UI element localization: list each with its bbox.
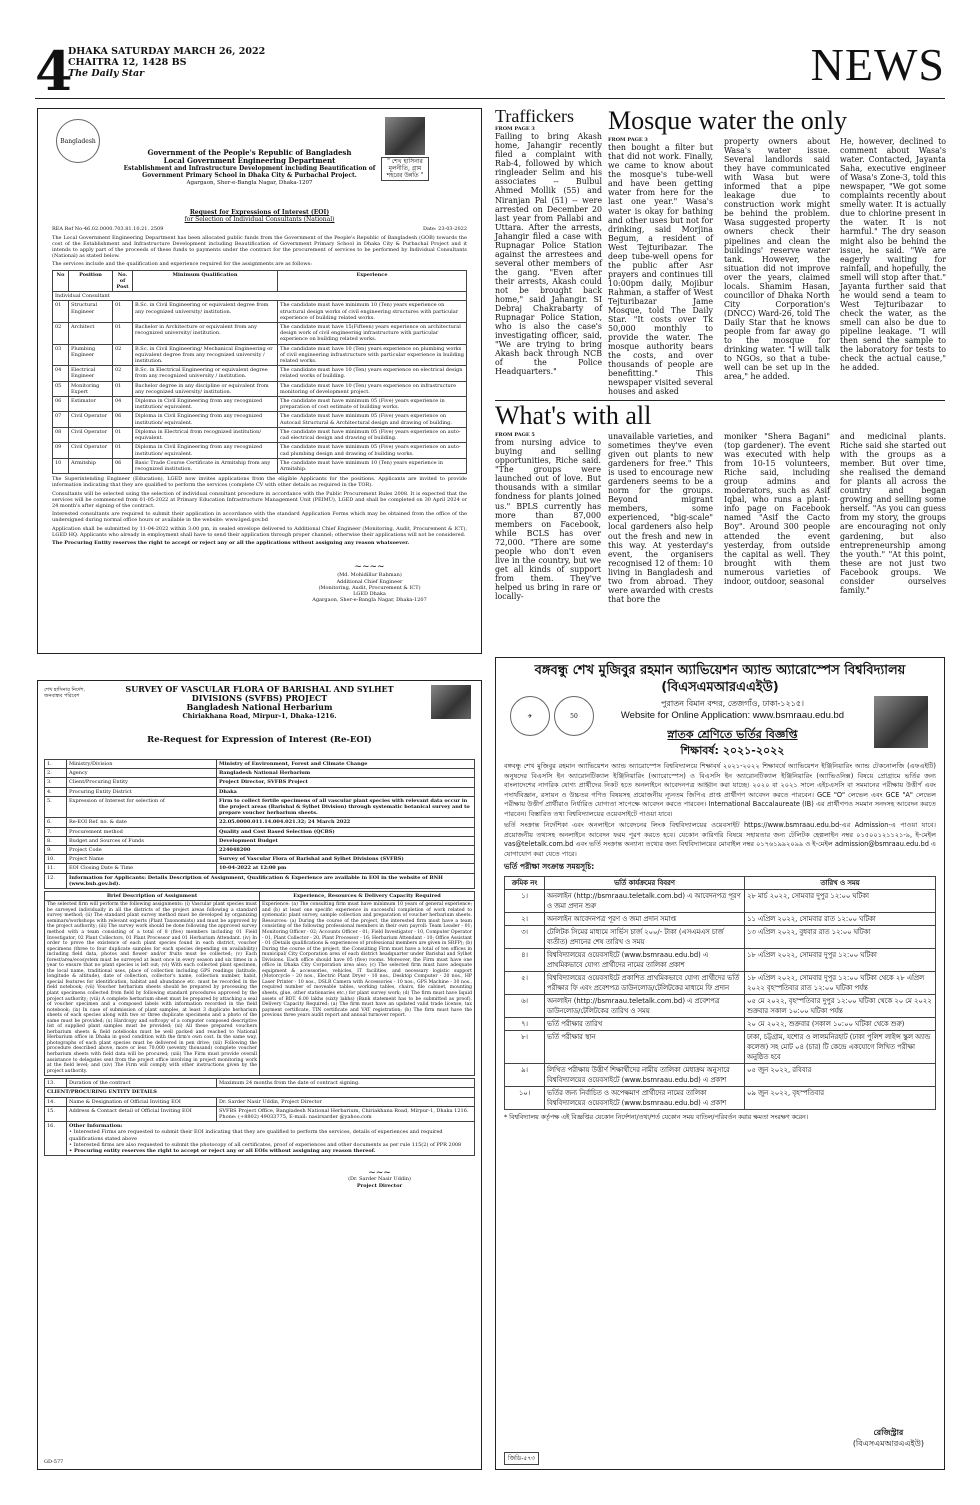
schedule-cell: বিশ্ববিদ্যালয়ের ওয়েবসাইটে (www.bsmraau.edu.bd) এ প্রাথমিকভাবে যোগ্য প্রার্থীদের নামের তালিকা প্রকাশ (545, 949, 745, 972)
position-cell: Estimator (69, 397, 113, 412)
lged-advertisement (37, 108, 482, 654)
reference-date: Date: 23-03-2022 (422, 226, 467, 233)
position-cell: Structural Engineer (69, 301, 113, 323)
info-cell: 1. (45, 760, 67, 769)
position-row (53, 323, 467, 345)
svfbs-info-table (44, 759, 475, 889)
info-cell: 5. (45, 796, 67, 818)
position-cell: 01 (53, 301, 69, 323)
schedule-cell: বিশ্ববিদ্যালয়ের ওয়েবসাইটে প্রকাশিত প্রাথমিকভাবে যোগ্য প্রার্থীদের ভর্তি পরীক্ষার ফি এবং প্রবেশপত্র ডাউনলোড/টেলিটকের মাধ্যমে ফি প্রদান (545, 972, 745, 995)
position-cell: 07 (53, 412, 69, 427)
position-row (53, 344, 467, 366)
position-row (53, 427, 467, 442)
mosque-body-1: then bought a filter but that did not work. Finally, we came to know about the mosque's tube-well and have been getting water from here for the last one year." Wasa's water is okay for bathing and other uses but not for drinking, said Morjina Begum, a resident of West Tejturibazar. The deep tube-well opens for the public after Asr prayers and continues till 10:00pm daily, Mojibur Rahman, a staffer of West Tejturibazar Jame Mosque, told The Daily Star. "It costs over Tk 50,000 monthly to provide the water. The mosque authority bears the costs, and over thousands of people are benefitting." This newspaper visited several houses and asked (608, 143, 713, 397)
info-row (45, 796, 475, 818)
bsmraau-website: Website for Online Application: www.bsmraau.edu.bd (620, 710, 845, 721)
schedule-cell: ২৮ মার্চ ২০২২, সোমবার দুপুর ১২:০০ ঘটিকা (745, 890, 936, 913)
info-cell: Project Code (67, 846, 217, 855)
schedule-row (505, 972, 936, 995)
position-cell: The candidate must have 15(Fifteen) years experience on architectural design work of civil engineering infrastructure with particular experience on building related works. (278, 323, 467, 345)
schedule-row (505, 949, 936, 972)
position-cell: 01 (113, 301, 133, 323)
info-cell: Quality and Cost Based Selection (QCBS) (217, 827, 475, 836)
schedule-cell: ভর্তি পরীক্ষার স্থান (545, 1031, 745, 1064)
mosque-body-3: He, however, declined to comment about Wasa's water. Contacted, Jayanta Saha, executive engineer of Wasa's Zone-3, told this newspaper, "We got some complaints recently about smelly water. It is actually due to chlorine present in the water. It is not harmful." The dry season might also be behind the issue, he said. "We are eagerly waiting for rainfall, and hopefully, the smell will stop after that." Jayanta further said that he would send a team to West Tejturibazar to check the water, as the smell can also be due to pipeline leakage. "I will then send the sample to the laboratory for tests to check the actual cause," he added. (840, 137, 946, 373)
admission-schedule-table: ক্রমিক নং ভর্তি কার্যক্রমের বিবরণ তারিখ ও সময় ১। অনলাইন (http://bsmraau.teletalk.com.bd) এ আবেদনপত্র পূরণ ও জমা প্রদান শুরু ২৮ মার্চ ২০২২, সোমবার দুপুর ১২:০০ ঘটিকা ২। অনলাইন আবেদনপত্র পূরণ ও জমা প্রদান সমাপ্ত ১১ এপ্রিল ২০২২, সোমবার রাত ১২:০০ ঘটিকা ৩। টেলিটক সিমের মাধ্যমে সার্ভিস চার্জ ২০০/- টাকা (এসএমএস চার্জ ব্যতীত) প্রদানের শেষ তারিখ ও সময় ১৩ এপ্রিল ২০২২, বুধবার রাত ১২:০০ ঘটিকা ৪। বিশ্ববিদ্যালয়ের ওয়েবসাইটে (www.bsmraau.edu.bd) এ প্রাথমিকভাবে যোগ্য প্রার্থীদের নামের তালিকা প্রকাশ ১৮ এপ্রিল ২০২২, সোমবার দুপুর ১২:০০ ঘটিকা ৫। বিশ্ববিদ্যালয়ের ওয়েবসাইটে প্রকাশিত প্রাথমিকভাবে যোগ্য প্রার্থীদের ভর্তি পরীক্ষার ফি এবং প্রবেশপত্র ডাউনলোড/টেলিটকের মাধ্যমে ফি প্রদান ১৮ এপ্রিল ২০২২, সোমবার দুপুর ১২:০০ ঘটিকা থেকে ২৮ এপ্রিল ২০২২ বৃহস্পতিবার রাত ১২:০০ ঘটিকা পর্যন্ত ৬। অনলাইন (http://bsmraau.teletalk.com.bd) এ প্রবেশপত্র ডাউনলোড/টেলিটকের তারিখ ও সময় ০৫ মে ২০২২, বৃহস্পতিবার দুপুর ১২:০০ ঘটিকা থেকে ২০ মে ২০২২ শুক্রবার সকাল ১০:০০ ঘটিকা পর্যন্ত ৭। ভর্তি পরীক্ষার তারিখ ২০ মে ২০২২, শুক্রবার (সকাল ১০:০০ ঘটিকা থেকে শুরু) ৮। ভর্তি পরীক্ষার স্থান ঢাকা, চট্টগ্রাম, যশোর ও লালমনিরহাট (ঢাকা পুলিশ লাইন্স স্কুল অ্যান্ড কলেজ) সহ মোট ০৪ (চার) টি কেন্দ্রে একযোগে লিখিত পরীক্ষা অনুষ্ঠিত হবে ৯। লিখিত পরীক্ষায় উত্তীর্ণ শিক্ষার্থীদের নামীয় তালিকা মেধাক্রম অনুসারে বিশ্ববিদ্যালয়ের ওয়েবসাইটে (www.bsmraau.edu.bd) এ প্রকাশ ০৫ জুন ২০২২, রবিবার ১০। ভর্তির জন্য নির্বাচিত ও অপেক্ষমাণ প্রার্থীদের নামের তালিকা বিশ্ববিদ্যালয়ের ওয়েবসাইটে (www.bsmraau.edu.bd) এ প্রকাশ ০৯ জুন ২০২২, বৃহস্পতিবার (504, 876, 936, 1110)
info-row (45, 855, 475, 864)
position-cell: 02 (113, 366, 133, 381)
position-cell: Civil Operator (69, 443, 113, 458)
positions-table: No Position No. of Post Minimum Qualification Experience Individual Consultant 01 Structural Engineer 01 B.Sc. in Civil Engineering or equivalent degree from any recognized university/ institution. The candidate must have minimum 10 (Ten) years experience on structural design works of civil engineering structures with particular experience of building related works. 02 Architect 01 Bachelor in Architecture or equivalent from any recognized university/ institution. The candidate must have 15(Fifteen) years experience on architectural design work of civil engineering infrastructure with particular experience on building related works. 03 Plumbing Engineer 02 B.Sc. in Civil Engineering/ Mechanical Engineering or equivalent degree from any recognized university / institution. The candidate must have 10 (Ten) years experience on plumbing works of civil engineering infrastructure with particular experience in building related works. 04 Electrical Engineer 02 B.Sc. in Electrical Engineering or equivalent degree from any recognized university / institution. The candidate must have 10 (Ten) years experience on electrical design related works of building. 05 Monitoring Expert 01 Bachelor degree in any discipline or equivalent from any recognized university/ institution. The candidate must have 10 (Ten) years experience on infrastructure monitoring of development project. 06 Estimator 04 Diploma in Civil Engineering from any recognized institution/ equivalent. The candidate must have minimum 05 (Five) years experience in preparation of cost estimate of building works. 07 Civil Operator 06 Diploma in Civil Engineering from any recognized institution/ equivalent. The candidate must have minimum 05 (Five) years experience on Autocad Structural & Architectural design and drawing of building. 08 Civil Operator 01 Diploma in Electrical from recognized institution/ equivalent. The candidate must have minimum 05 (Five) years experience on auto-cad electrical design and drawing of building. 09 Civil Operator 01 Diploma in Civil Engineering from any recognized institution/ equivalent. The candidate must have minimum 05 (Five) years experience on auto-cad plumbing design and drawing of building works. 10 Armitship 06 Basic Trade Course Certificate in Armitship from any recognized institution. The candidate must have minimum 10 (Ten) years experience in Armitship. (52, 270, 467, 474)
intro-paragraph: The Local Government Engineering Department has been allocated public funds from the Government of the People's Republic of Bangladesh (GOB) towards the cost of the Establishment and Infrastructure Development including Beautification of Government Primary School in Dhaka City & Purbachal Project and it intends to apply part of the proceeds of these funds to payments under the contract for the procurement of services to be performed by Individual Consultants (National) as stated below. (52, 234, 467, 260)
traffickers-article (495, 107, 602, 376)
position-cell: 09 (53, 443, 69, 458)
info-cell: 7. (45, 827, 67, 836)
position-cell: 06 (113, 458, 133, 473)
position-cell: The candidate must have minimum 05 (Five) years experience on Autocad Structural & Architectural design and drawing of building. (278, 412, 467, 427)
info-row (45, 769, 475, 778)
info-cell: Ministry of Environment, Forest and Climate Change (217, 760, 475, 769)
schedule-cell: ৩। (505, 926, 545, 949)
info-cell: 4. (45, 787, 67, 796)
position-cell: The candidate must have minimum 05 (Five) years experience in preparation of cost estimate of building works. (278, 397, 467, 412)
note-4: Application shall be submitted by 11-04-2022 within 3:00 pm, in sealed envelope delivered to Additional Chief Engineer (Monitoring, Audit, Procurement & ICT), LGED HQ. Applicants who already in employment shall have to send their application through proper channel; otherwise their applications will not be considered. (52, 525, 467, 538)
position-row (53, 443, 467, 458)
position-cell: 01 (113, 427, 133, 442)
position-cell: Diploma in Civil Engineering from any recognized institution/ equivalent. (133, 397, 278, 412)
info-cell: 22.05.0000.011.14.004.021.32; 24 March 2022 (217, 818, 475, 827)
whats-from: FROM PAGE 5 (495, 432, 535, 438)
schedule-cell: ৫। (505, 972, 545, 995)
info-cell: 11. (45, 864, 67, 873)
position-cell: 04 (53, 366, 69, 381)
schedule-cell: ১৩ এপ্রিল ২০২২, বুধবার রাত ১২:০০ ঘটিকা (745, 926, 936, 949)
experience-requirements: Experience: (a) The consulting firm must have minimum 10 years of general experience; and (b) at least one specific experience in successful completion of work related to systematic plant survey, sample collection and preparation of voucher herbarium sheets. Resources: (a) During the course of the project, the interested firm must have a team consisting of the following professional members in their own payroll: Team Leader - 01; Monitoring Officer - 02; Accounts Officer - 01; Field Investigator - 10, Computer Operator - 01, Plant Collector - 20, Plant Processor - 16; Herbarium Attendant - 10; Office Assistant - 01 (Details qualifications & experiences of professional members are given in SRFP); (b) During the course of the project, the Consulting Firm must have a total of ten offices in municipal/ City Corporation area of each district headquarter under Barishal and Sylhet Divisions. Each office should have 05 (five) rooms. Moreover, the Firm must have one office in Dhaka City Corporation area also; (c) The selected firm must have adequate equipment & accessories, vehicles, IT facilities, and necessary logistic support (Motorcycle - 20 nos., Electric Plant Dryer - 10 nos., Desktop Computer - 20 nos., HP Laser Printer - 10 nos., DSLR Camera with Accessories - 10 nos., GPS Machine - 30 nos., required number of moveable tables, working tables, chairs, file cabinet, mounting sheets, glue, other stationaries etc.) for plant survey work; (d) The firm must have liquid assets of BDT. 6.00 lakhs (sixty lakhs) (Bank statement has to be submitted as proof). Delivery Capacity Required: (a) The firm must have an updated valid trade license, tax payment certificate, TIN certificate and VAT registration; (b) The firm must have the previous three years audit report and annual turnover report. (260, 901, 475, 1076)
position-cell: B.Sc. in Civil Engineering or equivalent degree from any recognized university/ institution. (133, 301, 278, 323)
info-cell: Re-EOI Ref. no. & date (67, 818, 217, 827)
position-cell: 04 (113, 397, 133, 412)
bsmraau-address: পুরাতন বিমান বন্দর, তেজগাঁও, ঢাকা-১২১৫। (661, 699, 804, 708)
whats-col-2 (608, 432, 713, 604)
position-cell: Basic Trade Course Certificate in Armitship from any recognized institution. (133, 458, 278, 473)
schedule-cell: লিখিত পরীক্ষায় উত্তীর্ণ শিক্ষার্থীদের নামীয় তালিকা মেধাক্রম অনুসারে বিশ্ববিদ্যালয়ের ওয়েবসাইটে (www.bsmraau.edu.bd) এ প্রকাশ (545, 1064, 745, 1087)
brief-description: The selected firm will perform the following assignments: (i) Vascular plant species must be surveyed individually in all the districts of the project areas following a standard survey method; (ii) The standard plant survey method must be developed by organizing seminars/workshops with relevant experts (Plant Taxonomists) and must be approved by the project authority; (iii) The survey work should be done following the approved survey method with a team consisting of a total of 8 (five) members including 01 Field Investigator, 02 Plant Collectors, 01 Plant Processor and 01 Herbarium Attendant. (iv) In order to prove the existence of each plant species found in each district, voucher specimens (three to four duplicate samples for each species depending on availability) including field data, photos and flower and/or fruits must be collected; (v) Each forest/area/ecosystem must be surveyed at least once in every season and six times in a year to ensure that no plant species is left out; (vi) With each collected plant specimen, the local name, traditional uses, place of collection including GPS readings (latitude, longitude & altitude), date of collection, collector's name, collection number, habit, special features for identification, habitat and abundance etc. must be recorded in the field notebook; (vii) Voucher herbarium sheets should be prepared by processing the plant specimens collected from field by following standard procedures approved by the project authority; (viii) A complete herbarium sheet must be prepared by attaching a seal of voucher specimen and a composed labels with information recorded in the field notebook; (ix) In case of submission of plant samples, at least 3 duplicate herbarium sheets of each species along with two or three duplicate specimens and a photo of the same must be provided; (x) Hardcopy and softcopy of a computer composed descriptive list of supplied plant samples must be provided; (xi) All these prepared vouchers herbarium sheets & field notebooks must be well packed and reached to National Herbarium office in Dhaka in good condition with the firm's own cost. In the same way, photographs of each plant species must be delivered in pen drive; (xii) Following the procedure described above, more or less 70,000 (seventy thousand) complete voucher herbarium sheets with field data will be procured; (xiii) The Firm must provide overall assistance to delegates sent from the project office involving in project monitoring work at the field level; and (xiv) The Firm will comply with other instructions given by the project authority. (45, 901, 260, 1076)
info-cell: Bangladesh National Herbarium (217, 769, 475, 778)
schedule-row (505, 926, 936, 949)
position-cell: Armitship (69, 458, 113, 473)
whats-col-4 (840, 432, 946, 595)
position-cell: The candidate must have 10 (Ten) years experience on infrastructure monitoring of development project. (278, 381, 467, 396)
mosque-col-2 (724, 137, 830, 381)
position-cell: Bachelor in Architecture or equivalent from any recognized university/ institution. (133, 323, 278, 345)
services-note: The services include and the qualification and experience required for the assignments are as follows: (52, 261, 312, 268)
schedule-cell: ৭। (505, 1018, 545, 1031)
note-3: Interested consultants are required to submit their application in accordance with the standard Application Forms which may be obtained from the office of the undersigned during normal office hours or available in the website: www.lged.gov.bd (52, 511, 467, 524)
note-5: The Procuring Entity reserves the right to accept or reject any or all the applications without assigning any reason whatsoever. (52, 539, 410, 546)
bsmraau-gd-number: জিডি-৫৭৩ (504, 1452, 539, 1465)
page-number: 4 (35, 39, 73, 103)
academic-session: শিক্ষাবর্ষ: ২০২১-২০২২ (680, 744, 785, 757)
schedule-cell: ১৮ এপ্রিল ২০২২, সোমবার দুপুর ১২:০০ ঘটিকা থেকে ২৮ এপ্রিল ২০২২ বৃহস্পতিবার রাত ১২:০০ ঘটিকা পর্যন্ত (745, 972, 936, 995)
whats-article (495, 402, 945, 430)
position-cell: B.Sc. in Electrical Engineering or equivalent degree from any recognized university / institution. (133, 366, 278, 381)
position-row (53, 458, 467, 473)
info-cell: Budget and Sources of Funds (67, 836, 217, 845)
info-cell: Expression of Interest for selection of (67, 796, 217, 818)
svfbs-subtitle: Re-Request for Expression of Interest (Re-EOI) (147, 735, 372, 745)
traffickers-headline: Traffickers (495, 106, 574, 126)
reference-number: REA Ref No-46.02.0000.703.81.10.21. 2509 (52, 226, 164, 233)
traffickers-from: FROM PAGE 3 (495, 126, 535, 132)
position-cell: 06 (113, 412, 133, 427)
svfbs-advertisement (37, 680, 482, 1470)
position-cell: Plumbing Engineer (69, 344, 113, 366)
bangladesh-50-logo: Bangladesh (56, 119, 100, 163)
position-cell: Architect (69, 323, 113, 345)
schedule-cell: ১১ এপ্রিল ২০২২, সোমবার রাত ১২:০০ ঘটিকা (745, 913, 936, 926)
bsmraau-portrait (874, 696, 928, 748)
bsmraau-advertisement (495, 657, 945, 1470)
info-cell: Firm to collect fertile specimens of all vascular plant species with relevant data occur in the project areas (Barishal & Sylhet Division) through systematic botanical survey and to prepare voucher herbarium sheets. (217, 796, 475, 818)
dateline-block (68, 46, 265, 79)
schedule-row (505, 913, 936, 926)
position-cell: 01 (113, 443, 133, 458)
info-row (45, 846, 475, 855)
info-cell: Procurement method (67, 827, 217, 836)
info-cell: Development Budget (217, 836, 475, 845)
lged-heading: Government of the People's Republic of Bangladesh Local Government Engineering Department Establishment and Infrastructure Development including Beautification of Government Primary School in Dhaka City & Purbachal Project. Agargaon, Sher-e-Bangla Nagar, Dhaka-1207 (123, 148, 376, 186)
schedule-cell: অনলাইন (http://bsmraau.teletalk.com.bd) এ আবেদনপত্র পূরণ ও জমা প্রদান শুরু (545, 890, 745, 913)
schedule-cell: ২। (505, 913, 545, 926)
schedule-cell: ১। (505, 890, 545, 913)
whats-body-3: moniker "Shera Bagani" (top gardener). The event was executed with help from 10-15 volunteers, Riche said, including group admins and moderators, such as Asif Iqbal, who runs a plant-info page on Facebook named "Asif the Cacto Boy". Around 300 people attended the event yesterday, from outside the capital as well. They brought with them numerous varieties of indoor, outdoor, seasonal (724, 432, 830, 586)
info-cell: 10. (45, 855, 67, 864)
schedule-row (505, 1064, 936, 1087)
mosque-article (608, 107, 945, 135)
admission-notice-title: স্নাতক শ্রেণিতে ভর্তির বিজ্ঞপ্তি (667, 728, 798, 741)
info-row (45, 827, 475, 836)
bsmraau-abbr: (বিএসএমআরএএইউ) (661, 680, 779, 695)
svfbs-left-note: শেখ হাসিনার নির্দেশ, জনবান্ধব পরিবেশ (44, 687, 86, 700)
schedule-cell: টেলিটক সিমের মাধ্যমে সার্ভিস চার্জ ২০০/- টাকা (এসএমএস চার্জ ব্যতীত) প্রদানের শেষ তারিখ ও সময় (545, 926, 745, 949)
schedule-cell: ১০। (505, 1087, 545, 1110)
schedule-row (505, 995, 936, 1018)
position-cell: The candidate must have 10 (Ten) years experience on electrical design related works of building. (278, 366, 467, 381)
mosque-body-2: property owners about Wasa's water issue. Several landlords said they have communicated with Wasa but were informed that a pipe leakage due to construction work might be behind the problem. Wasa suggested property owners check their pipelines and clean the buildings' reserve water tank. However, the situation did not improve over the years, claimed locals. Shamim Hasan, councillor of Dhaka North City Corporation's (DNCC) Ward-26, told The Daily Star that he knows people from far away go to the mosque for drinking water. "I will talk to NGOs, so that a tube-well can be set up in the area," he added. (724, 137, 830, 382)
svfbs-client-table: 13. Duration of the contract Maximum 24 months from the date of contract signing. CLIENT/PROCURING ENTITY DETAILS 14. Name & Designation of Official Inviting EOI Dr. Sarder Nasir Uddin, Project Director 15. Address & Contact detail of Official Inviting EOI SVFBS Project Office, Bangladesh National Herbarium, Chiriakhana Road, Mirpur-1, Dhaka 1216. Phone: (+8802) 49033775, E-mail: nasirsarder @yahoo.com 16. Other Information: • Interested Firms are requested to submit their EOI indicating that they are qualified to perform the services, details of experiences and required qualifications stated above • Interested firms are also requested to submit the photocopy of all certificates, proof of experiences and other documents as per rule 115(2) of PPR 2008 • Procuring entity reserves the right to accept or reject any or all EOIs without assigning any reason thereof. (44, 1078, 475, 1156)
schedule-cell: ভর্তির জন্য নির্বাচিত ও অপেক্ষমাণ প্রার্থীদের নামের তালিকা বিশ্ববিদ্যালয়ের ওয়েবসাইটে (www.bsmraau.edu.bd) এ প্রকাশ (545, 1087, 745, 1110)
info-cell: 12. (45, 873, 67, 888)
info-cell: 8. (45, 836, 67, 845)
schedule-cell: ৮। (505, 1031, 545, 1064)
info-cell: Project Name (67, 855, 217, 864)
info-row (45, 836, 475, 845)
schedule-cell: ঢাকা, চট্টগ্রাম, যশোর ও লালমনিরহাট (ঢাকা পুলিশ লাইন্স স্কুল অ্যান্ড কলেজ) সহ মোট ০৪ (চার) টি কেন্দ্রে একযোগে লিখিত পরীক্ষা অনুষ্ঠিত হবে (745, 1031, 936, 1064)
info-cell: Agency (67, 769, 217, 778)
schedule-cell: ১৮ এপ্রিল ২০২২, সোমবার দুপুর ১২:০০ ঘটিকা (745, 949, 936, 972)
dateline: DHAKA SATURDAY MARCH 26, 2022 (68, 46, 266, 57)
schedule-row (505, 890, 936, 913)
mosque-col-1 (608, 137, 713, 397)
position-row (53, 397, 467, 412)
position-cell: 08 (53, 427, 69, 442)
info-cell: EOI Closing Date & Time (67, 864, 217, 873)
position-cell: B.Sc. in Civil Engineering/ Mechanical Engineering or equivalent degree from any recognized university / institution. (133, 344, 278, 366)
schedule-cell: অনলাইন (http://bsmraau.teletalk.com.bd) এ প্রবেশপত্র ডাউনলোড/টেলিটকের তারিখ ও সময় (545, 995, 745, 1018)
mosque-from: FROM PAGE 3 (608, 137, 648, 143)
info-row (45, 787, 475, 796)
position-cell: 10 (53, 458, 69, 473)
schedule-cell: ০৯ জুন ২০২২, বৃহস্পতিবার (745, 1087, 936, 1110)
bsmraau-logo: ✈ (510, 696, 550, 736)
position-cell: The candidate must have minimum 10 (Ten) years experience in Armitship. (278, 458, 467, 473)
position-cell: 02 (113, 344, 133, 366)
position-cell: 01 (113, 323, 133, 345)
info-cell: Project Director, SVFBS Project (217, 778, 475, 787)
info-cell: 2. (45, 769, 67, 778)
bsmraau-title: বঙ্গবন্ধু শেখ মুজিবুর রহমান অ্যাভিয়েশন অ্যান্ড অ্যারোস্পেস বিশ্ববিদ্যালয় (534, 663, 906, 678)
section-title: NEWS (810, 39, 945, 90)
lged-signature-block: ~~~~ (Md. Mohidillur Rahman) Additional Chief Engineer (Monitoring, Audit, Procurement & ICT) LGED Dhaka Agargaon, Sher-e-Bangla Nagar, Dhaka-1207 (312, 562, 427, 604)
position-row (53, 301, 467, 323)
position-cell: Monitoring Expert (69, 381, 113, 396)
bangladesh-50-logo-2: 50 (554, 696, 594, 736)
mosque-col-3 (840, 137, 946, 372)
schedule-cell: ০৫ মে ২০২২, বৃহস্পতিবার দুপুর ১২:০০ ঘটিকা থেকে ২০ মে ২০২২ শুক্রবার সকাল ১০:০০ ঘটিকা পর্যন্ত (745, 995, 936, 1018)
position-cell: 01 (113, 381, 133, 396)
whats-body-1: from nursing advice to buying and selling opportunities, Riche said. "The groups were launched out of love. But thousands with a similar fondness for plants joined us." BPLS currently has more than 87,000 members on Facebook, while BCLS has over 72,000. "There are some people who don't even live in the country, but we get all kinds of support from them. They've helped us bring in rare or locally- (495, 438, 601, 601)
schedule-row (505, 1087, 936, 1110)
position-row (53, 412, 467, 427)
svfbs-gd-number: GD-577 (44, 1458, 64, 1465)
position-row (53, 381, 467, 396)
info-row (45, 873, 475, 888)
schedule-cell: ৪। (505, 949, 545, 972)
whats-col-1 (495, 432, 601, 601)
schedule-cell: ৬। (505, 995, 545, 1018)
info-cell: 3. (45, 778, 67, 787)
whats-body-2: unavailable varieties, and sometimes they've even given out plants to new gardeners for free." This is used to encourage new gardeners seems to be a norm for the groups. Beyond migrant members, some experienced, "big-scale" local gardeners also help out the fresh and new in this way. At yesterday's event, the organisers recognised 12 of them: 10 living in Bangladesh and two from abroad. They were awarded with crests that bore the (608, 432, 713, 604)
registrar-block: রেজিস্ট্রার (বিএসএমআরএএইউ) (852, 1428, 924, 1448)
position-cell: The candidate must have 10 (Ten) years experience on plumbing works of civil engineering infrastructure with particular experience in building related works. (278, 344, 467, 366)
whats-body-4: and medicinal plants. Riche said she started out with the groups as a member. But over time, she realised the demand for plants all across the country and began growing and selling some herself. "As you can guess from my story, the groups are encouraging not only gardening, but also entrepreneurship among the youth." "At this point, these are not just two Facebook groups. We consider ourselves family." (840, 432, 946, 595)
masthead-rule (35, 98, 945, 99)
schedule-cell: ২০ মে ২০২২, শুক্রবার (সকাল ১০:০০ ঘটিকা থেকে শুরু) (745, 1018, 936, 1031)
svfbs-description-table: Brief Description of Assignment Experience, Resources & Delivery Capacity Required The selected firm will perform the following assignments: (i) Vascular plant species must be surveyed individually in all the districts of the project areas following a standard survey method; (ii) The standard plant survey method must be developed by organizing seminars/workshops with relevant experts (Plant Taxonomists) and must be approved by the project authority; (iii) The survey work should be done following the approved survey method with a team consisting of a total of 8 (five) members including 01 Field Investigator, 02 Plant Collectors, 01 Plant Processor and 01 Herbarium Attendant. (iv) In order to prove the existence of each plant species found in each district, voucher specimens (three to four duplicate samples for each species depending on availability) including field data, photos and flower and/or fruits must be collected; (v) Each forest/area/ecosystem must be surveyed at least once in every season and six times in a year to ensure that no plant species is left out; (vi) With each collected plant specimen, the local name, traditional uses, place of collection including GPS readings (latitude, longitude & altitude), date of collection, collector's name, collection number, habit, special features for identification, habitat and abundance etc. must be recorded in the field notebook; (vii) Voucher herbarium sheets should be prepared by processing the plant specimens collected from field by following standard procedures approved by the project authority; (viii) A complete herbarium sheet must be prepared by attaching a seal of voucher specimen and a composed labels with information recorded in the field notebook; (ix) In case of submission of plant samples, at least 3 duplicate herbarium sheets of each species along with two or three duplicate specimens and a photo of the same must be provided; (x) Hardcopy and softcopy of a computer composed descriptive list of supplied plant samples must be provided; (xi) All these prepared vouchers herbarium sheets & field notebooks must be well packed and reached to National Herbarium office in Dhaka in good condition with the firm's own cost. In the same way, photographs of each plant species must be delivered in pen drive; (xii) Following the procedure described above, more or less 70,000 (seventy thousand) complete voucher herbarium sheets with field data will be procured; (xiii) The Firm must provide overall assistance to delegates sent from the project office involving in project monitoring work at the field level; and (xiv) The Firm will comply with other instructions given by the project authority. Experience: (a) The consulting firm must have minimum 10 years of general experience; and (b) at least one specific experience in successful completion of work related to systematic plant survey, sample collection and preparation of voucher herbarium sheets. Resources: (a) During the course of the project, the interested firm must have a team consisting of the following professional members in their own payroll: Team Leader - 01; Monitoring Officer - 02; Accounts Officer - 01; Field Investigator - 10, Computer Operator - 01, Plant Collector - 20, Plant Processor - 16; Herbarium Attendant - 10; Office Assistant - 01 (Details qualifications & experiences of professional members are given in SRFP); (b) During the course of the project, the Consulting Firm must have a total of ten offices in municipal/ City Corporation area of each district headquarter under Barishal and Sylhet Divisions. Each office should have 05 (five) rooms. Moreover, the Firm must have one office in Dhaka City Corporation area also; (c) The selected firm must have adequate equipment & accessories, vehicles, IT facilities, and necessary logistic support (Motorcycle - 20 nos., Electric Plant Dryer - 10 nos., Desktop Computer - 20 nos., HP Laser Printer - 10 nos., DSLR Camera with Accessories - 10 nos., GPS Machine - 30 nos., required number of moveable tables, working tables, chairs, file cabinet, mounting sheets, glue, other stationaries etc.) for plant survey work; (d) The firm must have liquid assets of BDT. 6.00 lakhs (sixty lakhs) (Bank statement has to be submitted as proof). Delivery Capacity Required: (a) The firm must have an updated valid trade license, tax payment certificate, TIN certificate and VAT registration; (b) The firm must have the previous three years audit report and annual turnover report. (44, 891, 475, 1076)
position-cell: 06 (53, 397, 69, 412)
schedule-cell: ভর্তি পরীক্ষার তারিখ (545, 1018, 745, 1031)
position-row (53, 366, 467, 381)
position-cell: The candidate must have minimum 10 (Ten) years experience on structural design works of civil engineering structures with particular experience of building related works. (278, 301, 467, 323)
info-row (45, 864, 475, 873)
info-row (45, 818, 475, 827)
svfbs-signature-block: ~~~ (Dr. Sarder Nasir Uddin) Project Director (348, 1168, 411, 1189)
position-cell: Civil Operator (69, 412, 113, 427)
traffickers-body: Failing to bring Akash home, Jahangir recently filed a complaint with Rab-4, followed by which ringleader Selim and his associates -- Bulbul Ahmed Mollik (55) and Niranjan Pal (51) -- were arrested on December 20 last year from Pallabi and Uttara. After the arrests, Jahangir filed a case with Rupnagar Police Station against the arrestees and several other members of the gang. "Even after their arrests, Akash could not be brought back home," said Jahangir. SI Debraj Chakrabarty of Rupnagar Police Station, who is also the case's investigating officer, said, "We are trying to bring Akash back through NCB of the Police Headquarters." (495, 132, 602, 377)
schedule-row (505, 1031, 936, 1064)
position-cell: Civil Operator (69, 427, 113, 442)
bsmraau-footnote: * বিশ্ববিদ্যালয় কর্তৃপক্ষ এই বিজ্ঞপ্তির যেকোন নির্দেশনা/তথ্য/শর্ত যেকোন সময় বাতিল/পরিবর্তন করার ক্ষমতা সংরক্ষণ করেন। (504, 1114, 809, 1122)
info-cell: 6. (45, 818, 67, 827)
info-cell: 224048200 (217, 846, 475, 855)
bangla-date: CHAITRA 12, 1428 BS (68, 57, 187, 68)
schedule-cell: ০৫ জুন ২০২২, রবিবার (745, 1064, 936, 1087)
request-title: Request for Expressions of Interest (EOI) for Selection of Individual Consultants (National) (184, 209, 335, 224)
schedule-title: ভর্তি পরীক্ষা সংক্রান্ত সময়সূচি: (504, 862, 595, 872)
info-cell: 10-04-2022 at 12:00 pm (217, 864, 475, 873)
info-cell: Dhaka (217, 787, 475, 796)
svfbs-portrait (431, 685, 471, 719)
schedule-cell: ৯। (505, 1064, 545, 1087)
info-cell: Information for Applicants: Details Description of Assignment, Qualification & Experience are available in EOI in the website of BNH (www.bnh.gov.bd). (67, 873, 475, 888)
position-cell: 02 (53, 323, 69, 345)
position-cell: The candidate must have minimum 05 (Five) years experience on auto-cad electrical design and drawing of building. (278, 427, 467, 442)
position-cell: The candidate must have minimum 05 (Five) years experience on auto-cad plumbing design and drawing of building works. (278, 443, 467, 458)
info-cell: Ministry/Division (67, 760, 217, 769)
info-cell: Procuring Entity District (67, 787, 217, 796)
position-cell: 05 (53, 381, 69, 396)
position-cell: Bachelor degree in any discipline or equivalent from any recognized university/ institution. (133, 381, 278, 396)
bsmraau-paragraph-2: ভর্তি সংক্রান্ত নির্দেশিকা এবং অনলাইনে আবেদনের লিংক বিশ্ববিদ্যালয়ের ওয়েবসাইট https://www.bsmraau.edu.bd-এর Admission-এ পাওয়া যাবে। প্রয়োজনীয় তথ্যসহ অনলাইনে আবেদন ফরম পূরণ করতে হবে। যেকোন কারিগরি বিষয়ে সহায়তার জন্য টেলিটক হেল্পলাইন নম্বর ০১৫০০১২১১২১-৯, ই-মেইল vas@teletalk.com.bd এবং ভর্তি সংক্রান্ত অন্যান্য তথ্যের জন্য বিশ্ববিদ্যালয়ের মোবাইল নম্বর ০১৭৬১৯৯২০৯৯ ও ই-মেইল admission@bsmraau.edu.bd এ যোগাযোগ করা যেতে পারে। (504, 821, 936, 858)
info-cell: Client/Procuring Entity (67, 778, 217, 787)
schedule-row (505, 1018, 936, 1031)
note-1: The Superintending Engineer (Education), LGED now invites applications from the eligible Applicants for the positions. Applicants are invited to provide information indicating that they are qualified to perform the services (complete CV with other details as required in the TOR). (52, 476, 467, 489)
portrait-photo (385, 117, 425, 155)
position-cell: Diploma in Electrical from recognized institution/ equivalent. (133, 427, 278, 442)
slogan-box: " শেখ হাসিনার মূলনীতি, গ্রাম শহরের উন্নতি " (381, 157, 429, 181)
mosque-headline: Mosque water the only (608, 106, 848, 135)
info-cell: 9. (45, 846, 67, 855)
info-cell: Survey of Vascular Flora of Barishal and Sylhet Divisions (SVFBS) (217, 855, 475, 864)
svfbs-heading: SURVEY OF VASCULAR FLORA OF BARISHAL AND SYLHET DIVISIONS (SVFBS) PROJECT Bangladesh National Herbarium Chiriakhana Road, Mirpur-1, Dhaka-1216. (125, 684, 394, 720)
bsmraau-paragraph-1: বঙ্গবন্ধু শেখ মুজিবুর রহমান অ্যাভিয়েশন অ্যান্ড অ্যারোস্পেস বিশ্ববিদ্যালয়ে শিক্ষাবর্ষ ২০২১-২০২২ শিক্ষাবর্ষে অ্যাভিয়েশন ইঞ্জিনিয়ারিং অ্যান্ড টেকনোলজি (এফএইটি) অনুষদের বিএসসি ইন অ্যারোনটিক্যাল ইঞ্জিনিয়ারিং (অ্যারোস্পেস) ও বিএসসি ইন অ্যারোনটিক্যাল ইঞ্জিনিয়ারিং (অ্যাভিওনিক্স) বিষয়ে প্রোগ্রামে ভর্তির জন্য বাংলাদেশের নাগরিক যোগ্য প্রার্থীদের নিকট হতে অনলাইনে আবেদনপত্র আহ্বান করা যাচ্ছে। ২০২০ বা ২০২১ সালে এইচএসসি বা সমমানের পরীক্ষায় উত্তীর্ণ এবং পদার্থবিজ্ঞান, রসায়ন ও উচ্চতর গণিত বিষয়সহ প্রয়োজনীয় ন্যূনতম জিপিএ প্রাপ্ত প্রার্থীগণ আবেদন করতে পারবেন। GCE "O" লেভেল এবং GCE "A" লেভেল পরীক্ষায় উত্তীর্ণ প্রার্থীরাও নির্ধারিত যোগ্যতা সাপেক্ষে আবেদন করতে পারবেন। International Baccalaureate (IB) এর প্রার্থীগণও সমমান সনদসহ আবেদন করতে পারবেন। বিস্তারিত তথ্য বিশ্ববিদ্যালয়ের ওয়েবসাইটে পাওয়া যাবে। (504, 762, 936, 818)
info-row (45, 778, 475, 787)
whats-headline: What's with all (495, 401, 652, 430)
position-cell: Diploma in Civil Engineering from any recognized institution/ equivalent. (133, 443, 278, 458)
position-cell: 03 (53, 344, 69, 366)
position-cell: Diploma in Civil Engineering from any recognized institution/ equivalent. (133, 412, 278, 427)
whats-col-3 (724, 432, 830, 586)
position-cell: Electrical Engineer (69, 366, 113, 381)
schedule-cell: অনলাইন আবেদনপত্র পূরণ ও জমা প্রদান সমাপ্ত (545, 913, 745, 926)
note-2: Consultants will be selected using the selection of individual consultant procedure in accordance with the Public Procurement Rules 2008. It is expected that the services will be commenced from 01-05-2022 at Primary Education Infrastructure Management Unit (PEIMU), LGED and shall be completed on 30 April 2024 or 24 month's after signing of the contract. (52, 490, 467, 509)
paper-name: The Daily Star (68, 68, 145, 79)
info-row (45, 760, 475, 769)
